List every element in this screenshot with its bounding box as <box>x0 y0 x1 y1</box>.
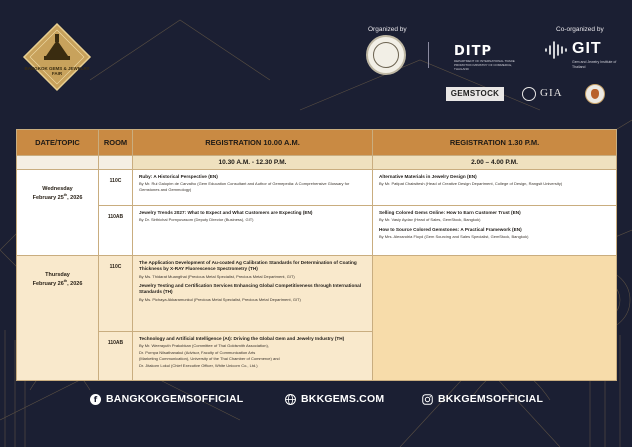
git-subtitle: Gem and Jewelry Institute of Thailand <box>572 60 617 69</box>
header-morning-registration: REGISTRATION 10.00 A.M. <box>133 130 373 156</box>
session-speaker: By Ms. Pichaya Akkaramunkul (Precious Metal Specialist, Precious Metal Department, GIT) <box>139 296 301 302</box>
facebook-handle: BANGKOKGEMSOFFICIAL <box>106 393 244 405</box>
fair-logo-text: BANGKOK GEMS & JEWELRY FAIR <box>24 66 90 76</box>
afternoon-empty-cell <box>373 256 617 381</box>
header-divider <box>428 42 429 68</box>
room-label: 110C <box>99 256 133 332</box>
session-title: Alternative Materials in Jewelry Design (EN) <box>379 174 477 179</box>
git-logo: GIT <box>572 40 602 57</box>
instagram-link[interactable] <box>422 391 543 407</box>
facebook-link[interactable] <box>90 391 243 407</box>
header-room: ROOM <box>99 130 133 156</box>
time-slot-row <box>17 156 617 170</box>
session-speaker: By Mrs. Alexandria Floyd (Gem Sourcing and Sales Specialist, GemStock, Bangkok) <box>379 234 529 240</box>
time-blank-cell <box>17 156 99 170</box>
session-speaker: By Mr. Patipat Chaiwitesh (Head of Creative Design Department, College of Design, Rangsit University) <box>379 181 563 187</box>
ditp-logo: DITP <box>454 44 493 59</box>
facebook-icon: f <box>90 394 101 405</box>
day2-date-cell <box>17 256 99 381</box>
instagram-icon <box>422 394 433 405</box>
session-cell <box>133 332 373 381</box>
social-footer <box>0 391 632 407</box>
day2-weekday: Thursday <box>45 272 70 278</box>
instagram-handle: BKKGEMSOFFICIAL <box>438 393 544 405</box>
session-speaker-line: Dr. Pornpa Nilsathanakul (Advisor, Faculty of Communication Arts <box>139 349 256 355</box>
gia-logo: GIA <box>540 87 563 99</box>
session-title: The Application Development of Au-coated Ag Calibration Standards for Determination of Coating Thickness by X-RAY Fluorescence Spectrometry (TH) <box>139 260 357 272</box>
day1-weekday: Wednesday <box>42 186 73 192</box>
session-speaker: By Mr. Rui Galopim de Carvalho (Gem Education Consultant and Author of Gemepedia: A Comprehensive Glossary for Gemstones and Gemmology) <box>139 181 350 192</box>
gemstock-logo: GEMSTOCK <box>446 87 504 101</box>
table-row <box>17 206 617 256</box>
session-speaker: By Mr. Vasiy Aydav (Head of Sales, GemStock, Bangkok) <box>379 217 481 223</box>
table-row <box>17 256 617 332</box>
morning-time: 10.30 A.M. - 12.30 P.M. <box>133 156 373 170</box>
session-speaker: By Dr. Sirthichai Pornyuvasom (Deputy Director (Business), GIT) <box>139 217 254 223</box>
gia-emblem-icon <box>522 87 536 101</box>
session-title: Technology and Artificial Intelligence (AI): Driving the Global Gem and Jewelry Industry (TH) <box>139 336 345 341</box>
room-label: 110C <box>99 170 133 206</box>
globe-icon <box>285 394 296 405</box>
session-cell <box>373 206 617 256</box>
room-label: 110AB <box>99 332 133 381</box>
fair-logo <box>22 22 92 92</box>
session-title: Ruby: A Historical Perspective (EN) <box>139 174 218 179</box>
session-speaker-line: Dr. Jitakorn Lokul (Chief Executive Officer, White Unicorn Co., Ltd.) <box>139 362 258 368</box>
session-speaker-line: By Mr. Weerayuth Prakobkan (Committee of Thai Goldsmith Association), <box>139 343 269 349</box>
day1-date: February 25th, 2026 <box>32 193 83 201</box>
co-organized-by-label: Co-organized by <box>556 26 604 33</box>
header-date-topic: DATE/TOPIC <box>17 130 99 156</box>
session-speaker-line: (Marketing Communication), University of the Thai Chamber of Commerce) and <box>139 356 280 362</box>
ministry-seal-logo <box>366 35 406 75</box>
session-title: Jewelry Testing and Certification Services Enhancing Global Competitiveness through International Standards (TH) <box>139 283 362 295</box>
seminar-schedule-table <box>16 129 617 381</box>
git-wave-icon <box>544 40 568 60</box>
afternoon-time: 2.00 – 4.00 P.M. <box>373 156 617 170</box>
header-afternoon-registration: REGISTRATION 1.30 P.M. <box>373 130 617 156</box>
session-title: Selling Colored Gems Online: How to Earn Customer Trust (EN) <box>379 210 521 215</box>
website-url: BKKGEMS.COM <box>301 393 385 405</box>
table-row <box>17 170 617 206</box>
time-blank-cell <box>99 156 133 170</box>
partner-emblem-icon <box>585 84 605 104</box>
session-cell <box>373 170 617 206</box>
table-header-row <box>17 130 617 156</box>
organized-by-label: Organized by <box>368 26 407 33</box>
session-speaker: By Ms. Thidarat Muangthai (Precious Metal Specialist, Precious Metal Department, GIT) <box>139 273 295 279</box>
session-title: Jewelry Trends 2027: What to Expect and What Customers are Expecting (EN) <box>139 210 313 215</box>
session-cell <box>133 206 373 256</box>
session-title: How to Source Colored Gemstones: A Practical Framework (EN) <box>379 226 522 232</box>
room-label: 110AB <box>99 206 133 256</box>
day2-date: February 26th, 2026 <box>32 279 83 287</box>
session-cell <box>133 170 373 206</box>
day1-date-cell <box>17 170 99 256</box>
website-link[interactable] <box>285 391 384 407</box>
session-cell <box>133 256 373 332</box>
ditp-subtitle: DEPARTMENT OF INTERNATIONAL TRADE PROMOTION MINISTRY OF COMMERCE, THAILAND <box>454 59 515 71</box>
